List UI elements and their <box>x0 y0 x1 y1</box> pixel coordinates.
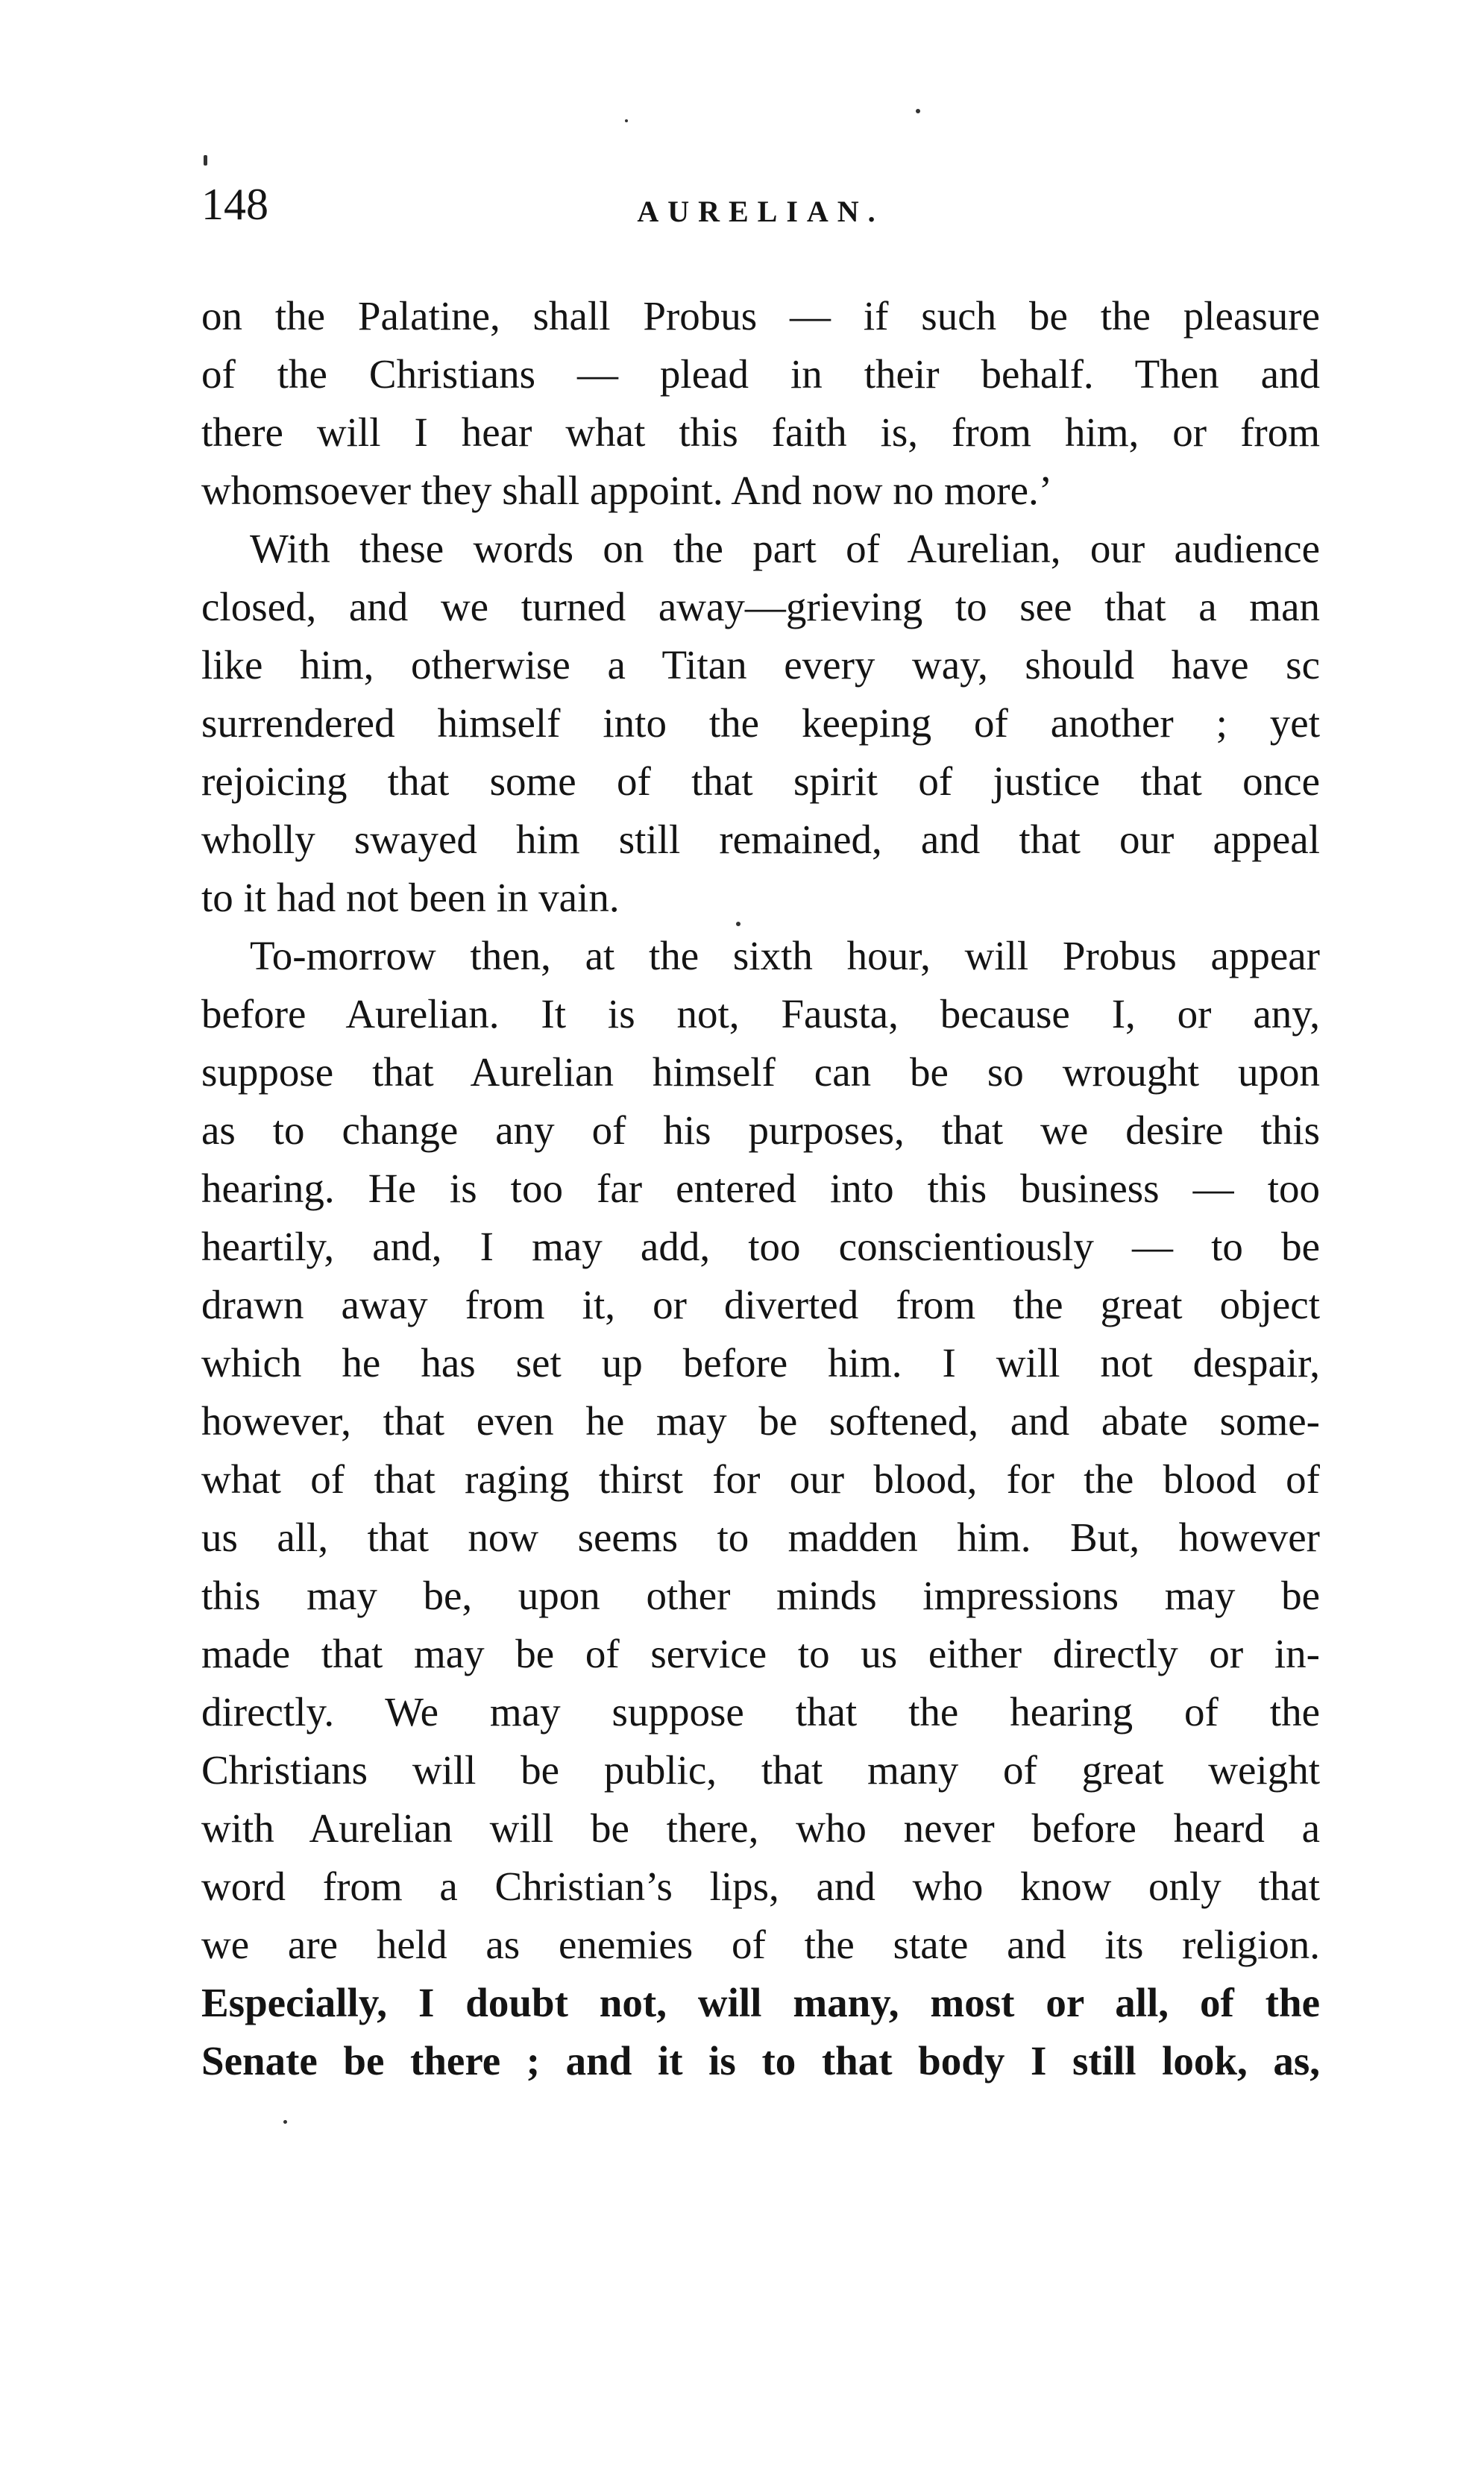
text-line: drawn away from it, or diverted from the great object <box>201 1282 1320 1327</box>
text-line: what of that raging thirst for our blood, for the blood of <box>201 1456 1320 1502</box>
text-line: Especially, I doubt not, will many, most or all, of the <box>201 1980 1320 2025</box>
text-line: surrendered himself into the keeping of another ; yet <box>201 700 1320 746</box>
running-head: AURELIAN. <box>637 195 884 228</box>
text-line: of the Christians — plead in their behalf. Then and <box>201 351 1320 397</box>
body-text <box>201 287 1320 2090</box>
text-line: as to change any of his purposes, that we desire this <box>201 1107 1320 1153</box>
text-line: directly. We may suppose that the hearing of the <box>201 1689 1320 1735</box>
text-line: word from a Christian’s lips, and who know only that <box>201 1864 1320 1909</box>
page-header <box>201 179 1320 246</box>
ink-speck <box>283 2120 287 2124</box>
text-line: rejoicing that some of that spirit of justice that once <box>201 758 1320 804</box>
text-line: this may be, upon other minds impressions may be <box>201 1573 1320 1618</box>
text-line: to it had not been in vain. <box>201 875 620 920</box>
text-line: on the Palatine, shall Probus — if such be the pleasure <box>201 293 1320 339</box>
text-line: us all, that now seems to madden him. But, however <box>201 1515 1320 1560</box>
text-line: hearing. He is too far entered into this business — too <box>201 1166 1320 1211</box>
text-line: there will I hear what this faith is, from him, or from <box>201 409 1320 455</box>
text-line: however, that even he may be softened, and abate some- <box>201 1398 1320 1444</box>
ink-speck <box>204 155 207 166</box>
text-line: closed, and we turned away—grieving to see that a man <box>201 584 1320 629</box>
text-line: Senate be there ; and it is to that body I still look, as, <box>201 2038 1320 2084</box>
text-line: wholly swayed him still remained, and that our appeal <box>201 817 1320 862</box>
text-line: Christians will be public, that many of great weight <box>201 1747 1320 1793</box>
paragraph-first-line: To-morrow then, at the sixth hour, will Probus appear <box>250 933 1320 978</box>
text-line: heartily, and, I may add, too conscientiously — to be <box>201 1224 1320 1269</box>
ink-speck <box>625 119 628 122</box>
paragraph-first-line: With these words on the part of Aurelian, our audience <box>250 526 1320 571</box>
text-line: made that may be of service to us either directly or in- <box>201 1631 1320 1676</box>
text-line: we are held as enemies of the state and its religion. <box>201 1922 1320 1967</box>
ink-speck <box>916 109 920 113</box>
text-line: suppose that Aurelian himself can be so wrought upon <box>201 1049 1320 1095</box>
text-line: with Aurelian will be there, who never before heard a <box>201 1805 1320 1851</box>
text-line: like him, otherwise a Titan every way, should have sc <box>201 642 1320 688</box>
text-line: which he has set up before him. I will not despair, <box>201 1340 1320 1386</box>
text-line: before Aurelian. It is not, Fausta, because I, or any, <box>201 991 1320 1037</box>
text-line: whomsoever they shall appoint. And now no more.’ <box>201 468 1053 513</box>
page-number: 148 <box>201 180 268 229</box>
